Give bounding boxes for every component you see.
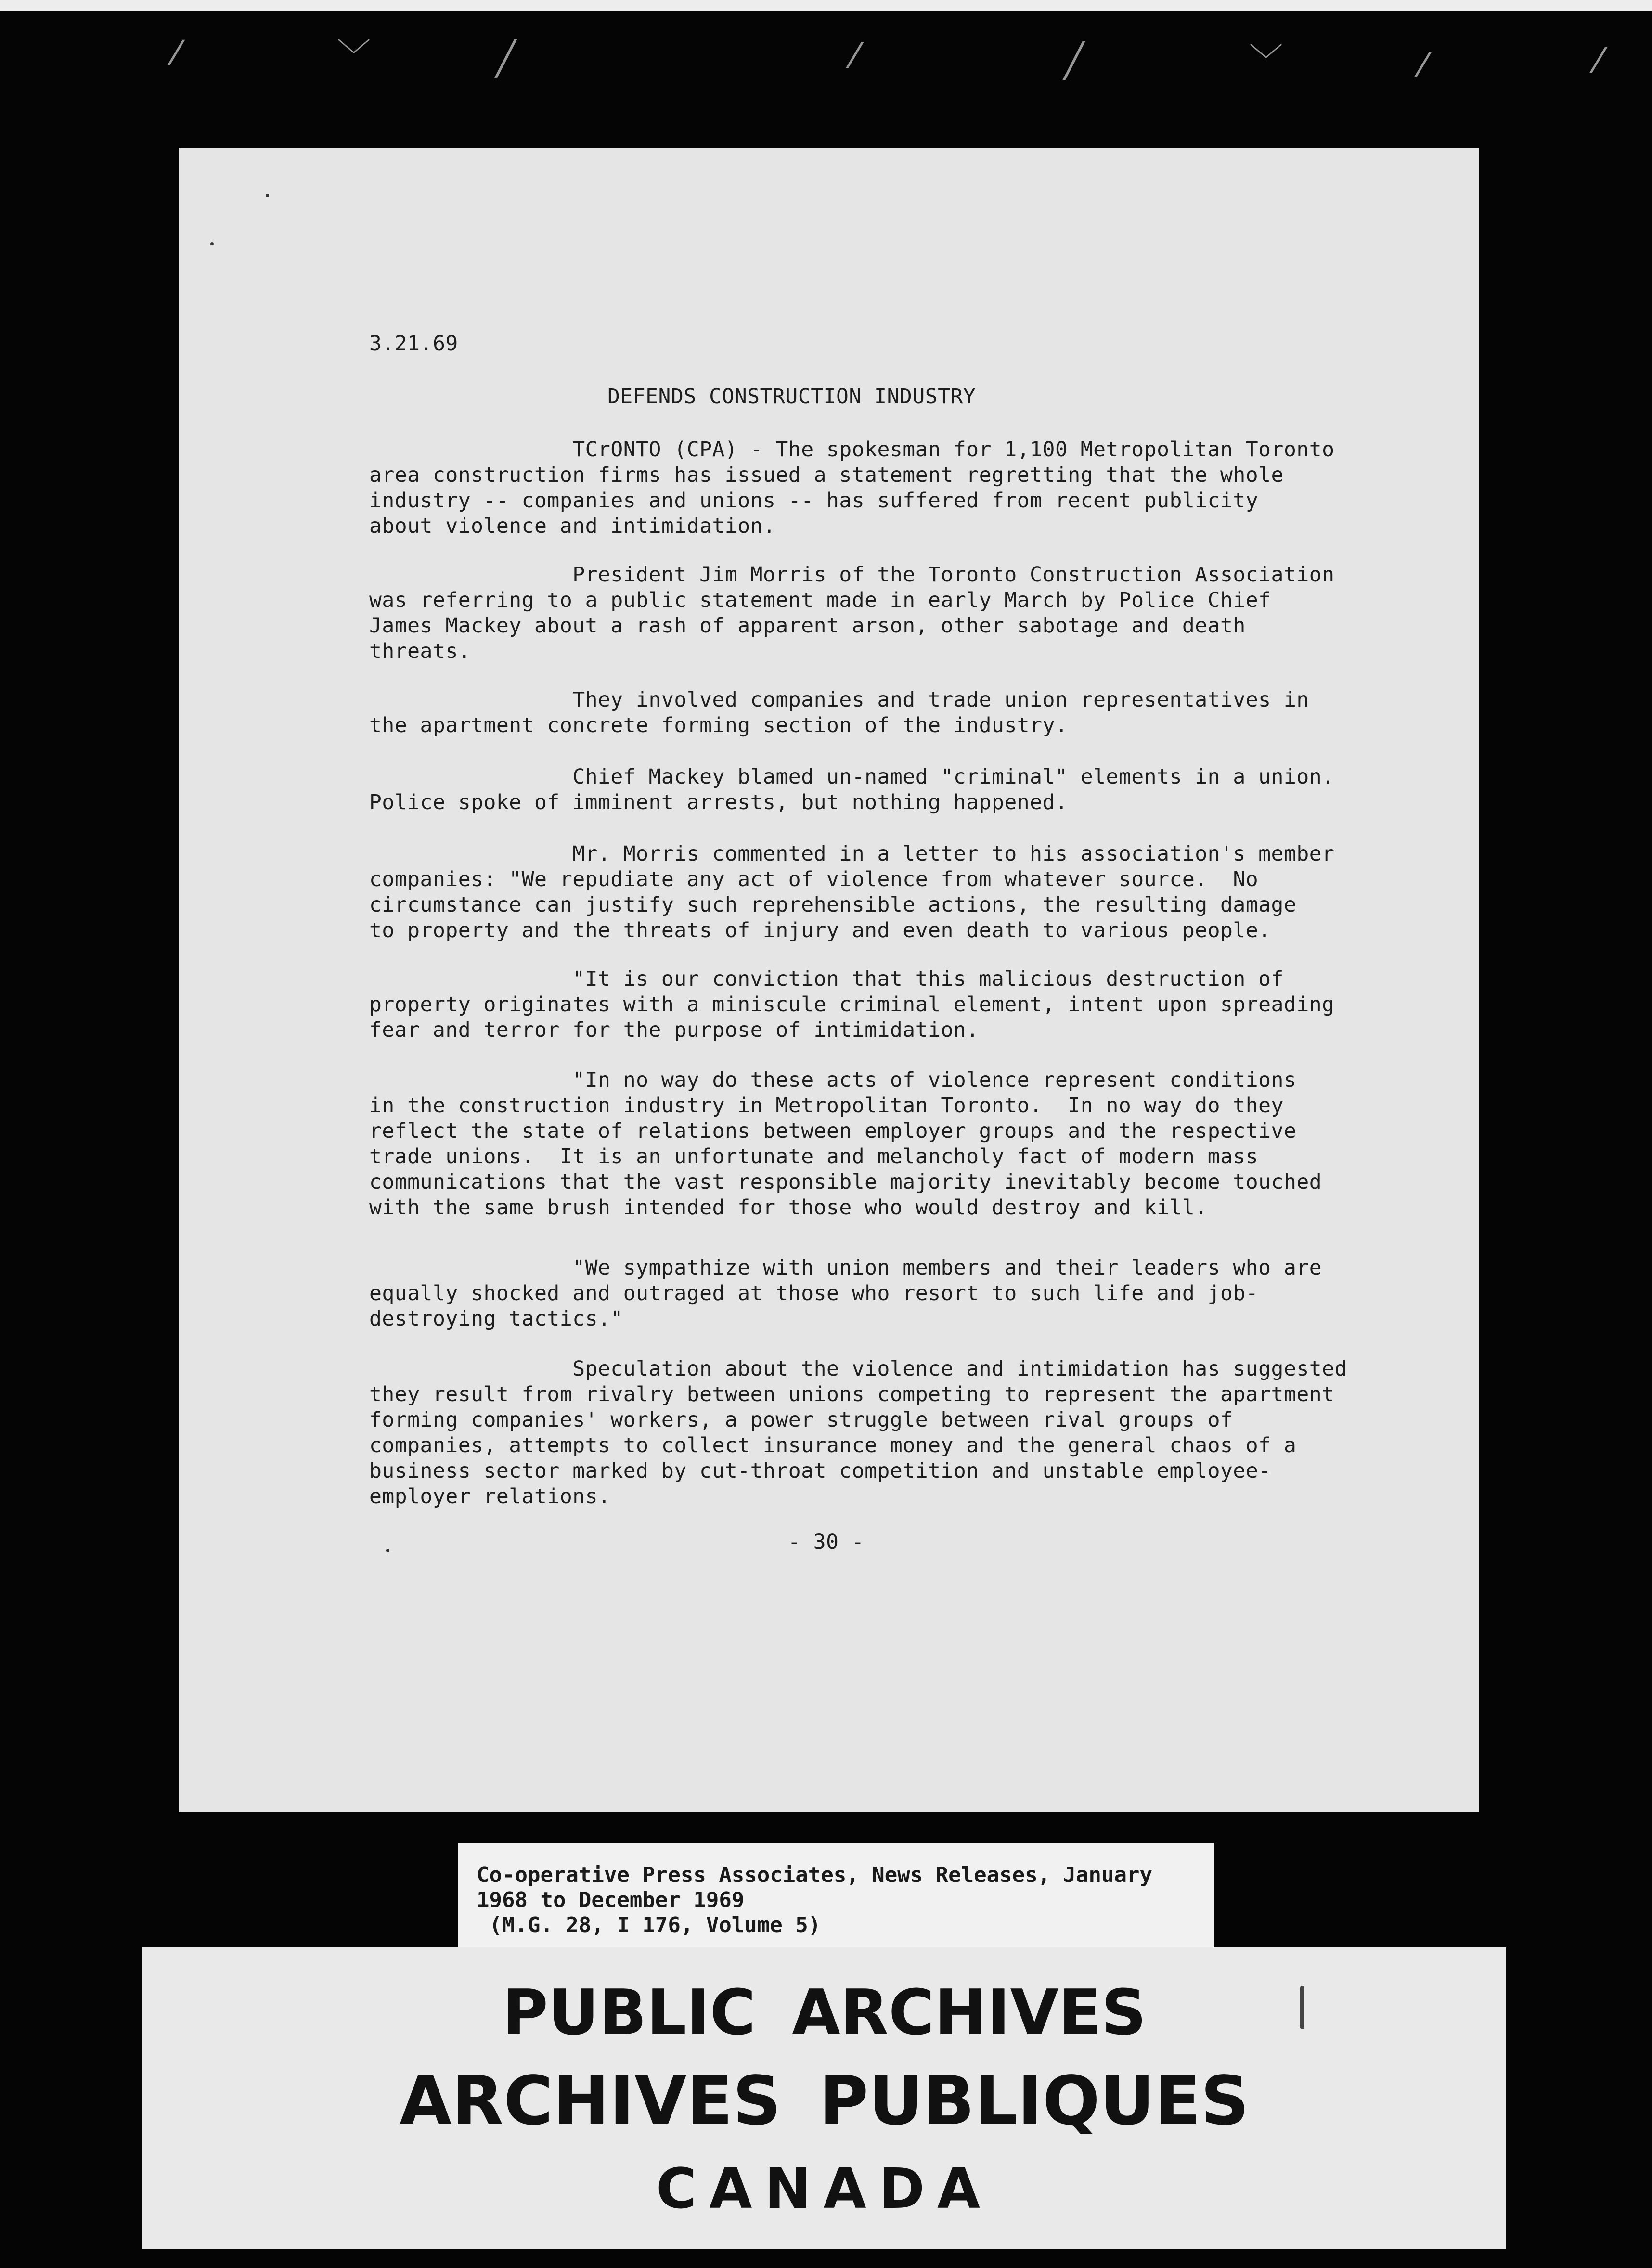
document-page [179, 148, 1479, 1812]
stamp-line-canada: CANADA [656, 2157, 993, 2221]
page-number: - 30 - [788, 1530, 865, 1554]
film-scratch-mark: ╱ [1064, 41, 1084, 80]
document-headline: DEFENDS CONSTRUCTION INDUSTRY [607, 385, 976, 409]
stamp-line-archives-publiques: ARCHIVES PUBLIQUES [399, 2062, 1250, 2140]
film-scratch-mark: ⁄ [852, 36, 858, 76]
paragraph: Speculation about the violence and intimidation has suggested they result from rivalry between unions competing to represent the apartment forming companies' workers, a power struggle between rival groups of companies, attempts to collect insurance money and the general chaos of a business sector marked by cut-throat competition and unstable employee- employer relations. [369, 1357, 1347, 1508]
paragraph: President Jim Morris of the Toronto Construction Association was referring to a public statement made in early March by Police Chief James Mackey about a rash of apparent arson, other sabotage and death threats. [369, 563, 1335, 663]
archives-stamp [142, 1947, 1506, 2249]
citation-text: Co-operative Press Associates, News Releases, January 1968 to December 1969 (M.G. 28, I 176, Volume 5) [477, 1863, 1152, 1937]
citation-label [458, 1843, 1214, 1948]
paragraph: Chief Mackey blamed un-named "criminal" elements in a union. Police spoke of imminent arrests, but nothing happened. [369, 765, 1335, 814]
paper-speck [266, 194, 269, 197]
paragraph: They involved companies and trade union representatives in the apartment concrete forming section of the industry. [369, 688, 1309, 737]
paragraph: "We sympathize with union members and their leaders who are equally shocked and outraged at those who resort to such life and job- destroying tactics." [369, 1256, 1322, 1331]
film-scratch-mark: ⁄ [1420, 46, 1426, 85]
stamp-line-public-archives: PUBLIC ARCHIVES [502, 1976, 1147, 2049]
document-date: 3.21.69 [369, 332, 458, 356]
film-scratch-mark: ﹀ [337, 36, 371, 76]
film-scratch-mark: ﹀ [1249, 41, 1283, 80]
film-scratch-mark: ⁄ [173, 34, 179, 73]
film-scratch-mark: ⁄ [1596, 41, 1601, 80]
paper-speck [210, 242, 214, 245]
paragraph: Mr. Morris commented in a letter to his association's member companies: "We repudiate any act of violence from whatever source. No circumstance can justify such reprehensible actions, the resulting damage to property and the threats of injury and even death to various people. [369, 842, 1335, 942]
paper-speck [386, 1549, 389, 1552]
paragraph: "In no way do these acts of violence represent conditions in the construction industry in Metropolitan Toronto. In no way do they reflect the state of relations between employer groups and the respective trade unions. It is an unfortunate and melancholy fact of modern mass communications that the vast responsible majority inevitably become touched with the same brush intended for those who would destroy and kill. [369, 1068, 1322, 1220]
film-top-edge [0, 0, 1652, 11]
paragraph: "It is our conviction that this malicious destruction of property originates with a miniscule criminal element, intent upon spreading fear and terror for the purpose of intimidation. [369, 967, 1335, 1042]
film-scratch-mark: ╱ [496, 39, 516, 78]
paragraph: TCrONTO (CPA) - The spokesman for 1,100 Metropolitan Toronto area construction firms has issued a statement regretting that the whole industry -- companies and unions -- has suffered from recent publicity about violence and intimidation. [369, 438, 1335, 538]
